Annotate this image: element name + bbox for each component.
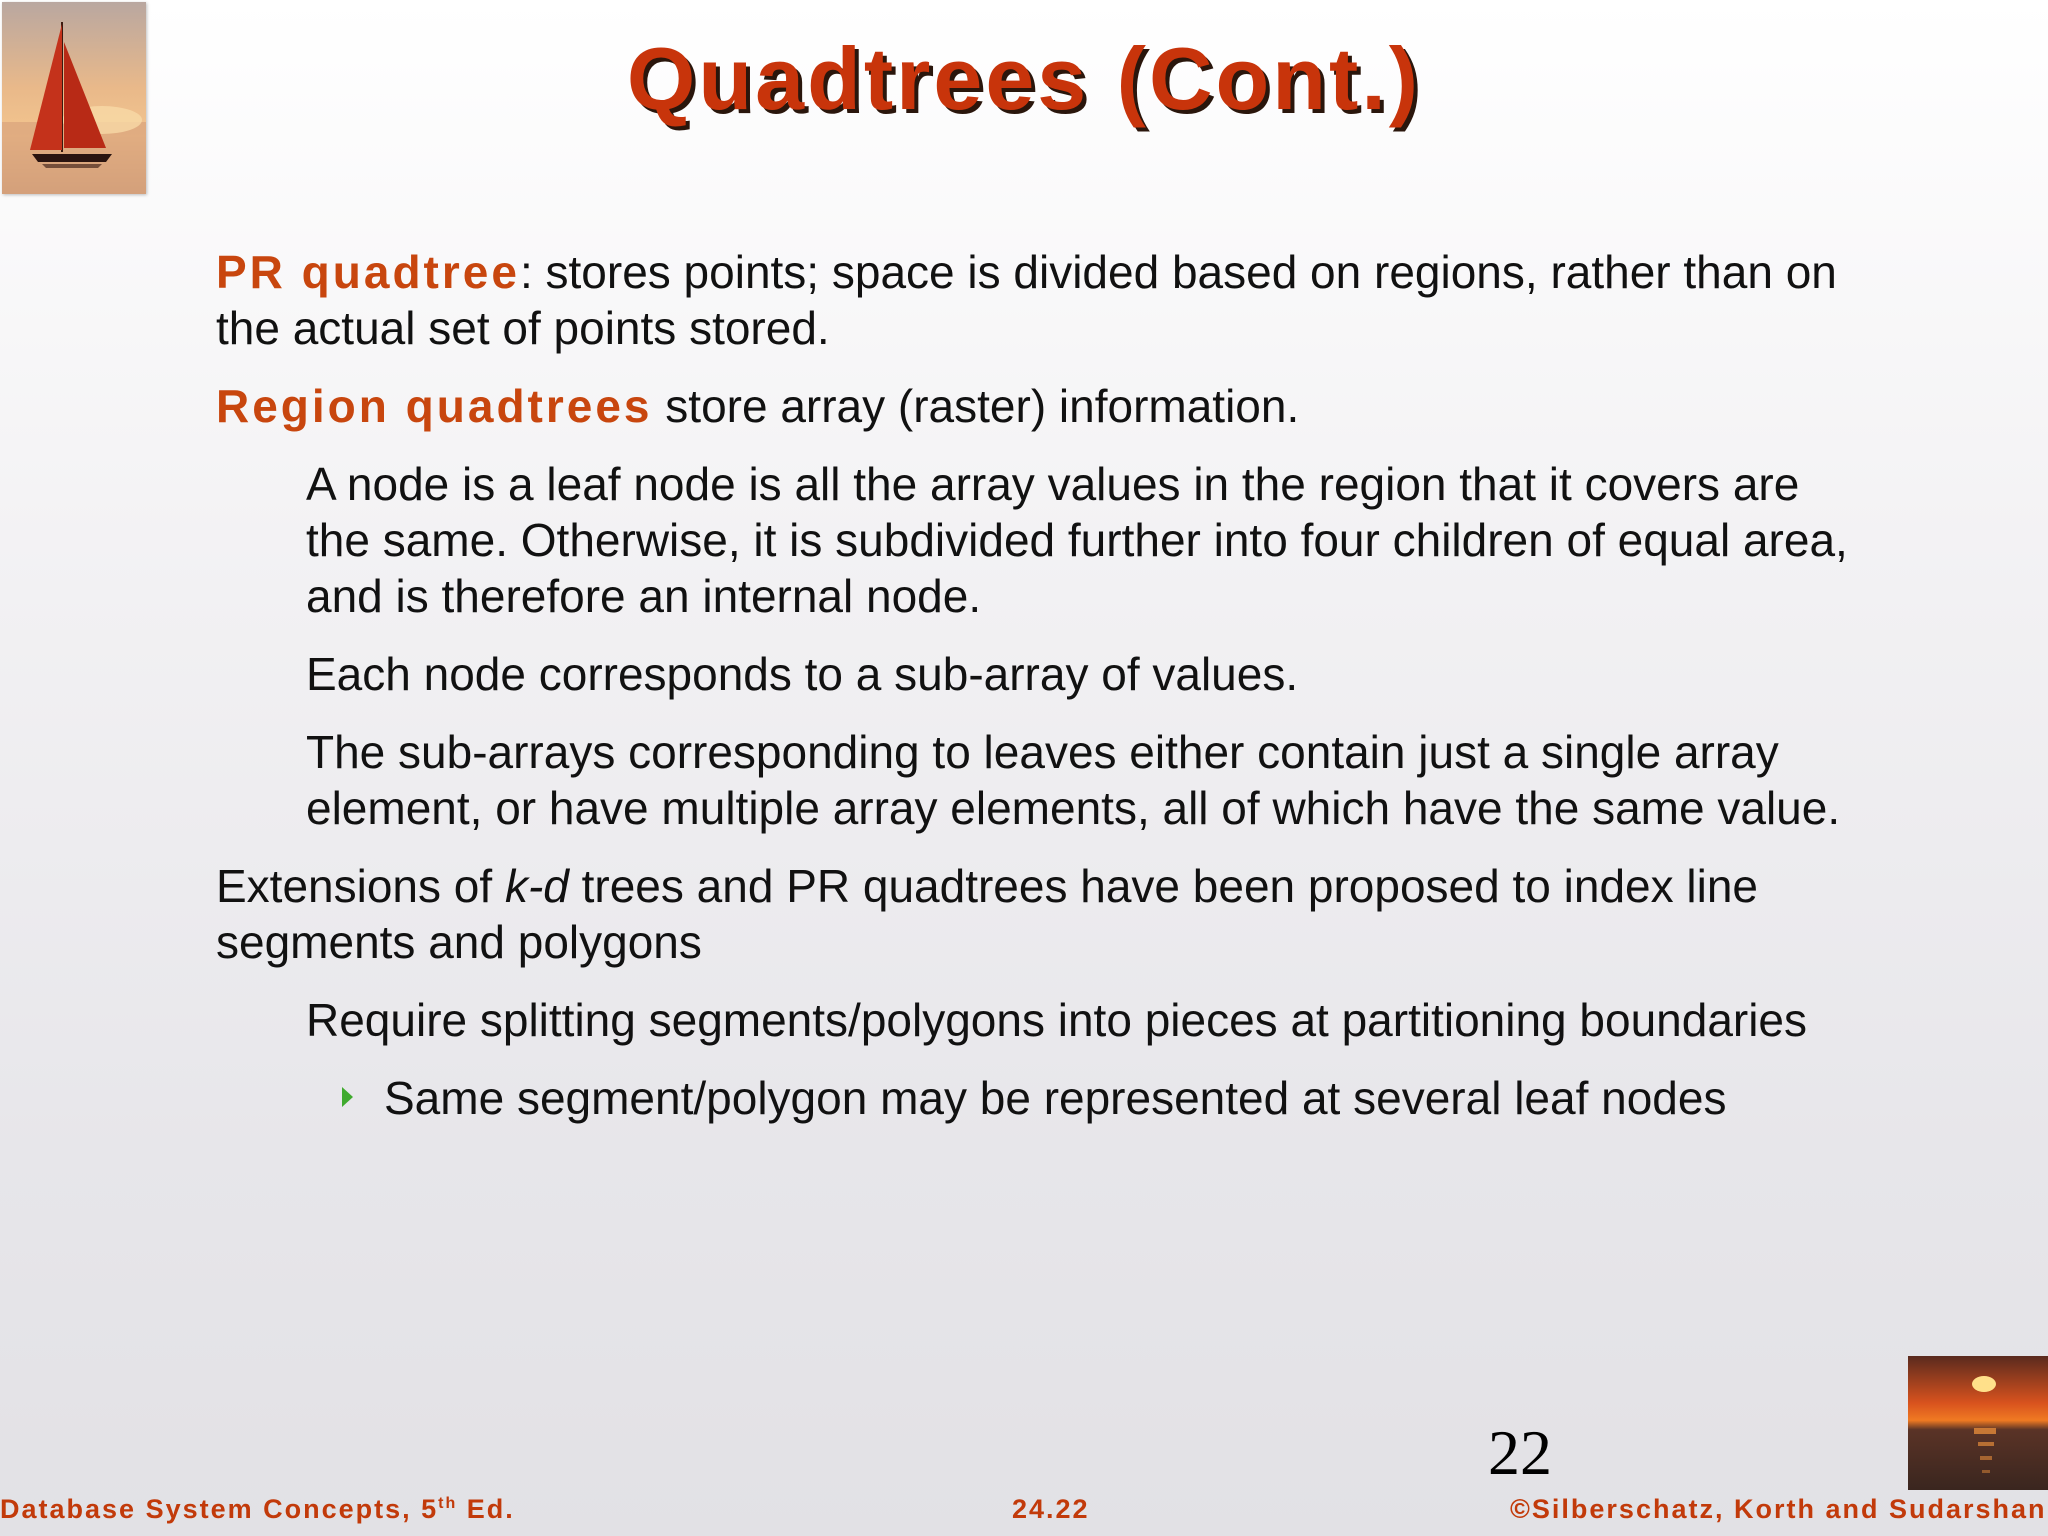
paragraph-same-segment xyxy=(384,1070,1856,1126)
paragraph-text: Extensions of xyxy=(216,860,505,912)
footer-copyright: ©Silberschatz, Korth and Sudarshan xyxy=(1510,1494,2047,1524)
paragraph-text: : stores points; space is divided based on regions, rather than on the actual set of points stored. xyxy=(216,246,1837,354)
paragraph-pr-quadtree xyxy=(216,244,1856,356)
paragraph-emphasis: k-d xyxy=(504,860,569,912)
paragraph-text: trees and PR quadtrees have been proposed to index line segments and polygons xyxy=(216,860,1758,968)
page-number: 22 xyxy=(1488,1417,1552,1488)
paragraph-leaves: The sub-arrays corresponding to leaves either contain just a single array element, or have multiple array elements, all of which have the same value. xyxy=(306,726,1841,834)
footer-book-title-end: Ed. xyxy=(457,1494,515,1524)
slide-body xyxy=(216,244,1856,1148)
paragraph-extensions xyxy=(216,858,1856,970)
term-pr-quadtree: PR quadtree xyxy=(216,246,520,298)
footer-book-title xyxy=(0,1494,515,1525)
paragraph-text: store array (raster) information. xyxy=(652,380,1300,432)
paragraph-splitting: Require splitting segments/polygons into pieces at partitioning boundaries xyxy=(306,994,1808,1046)
bullet-arrow-icon xyxy=(342,1087,353,1107)
sunset-logo xyxy=(1908,1356,2048,1490)
slide-title: Quadtrees (Cont.) xyxy=(626,29,1422,128)
footer-book-title-text: Database System Concepts, 5 xyxy=(0,1494,439,1524)
paragraph-leaf-node: A node is a leaf node is all the array values in the region that it covers are the same. Otherwise, it is subdivided further into four children of equal area, and is therefore an internal node. xyxy=(306,458,1848,622)
footer-superscript: th xyxy=(438,1495,458,1512)
footer-slide-number: 24.22 xyxy=(1012,1494,1090,1524)
paragraph-text: Same segment/polygon may be represented at several leaf nodes xyxy=(384,1072,1727,1124)
paragraph-sub-array: Each node corresponds to a sub-array of values. xyxy=(306,648,1299,700)
paragraph-region-quadtrees xyxy=(216,378,1856,434)
term-region-quadtrees: Region quadtrees xyxy=(216,380,653,432)
